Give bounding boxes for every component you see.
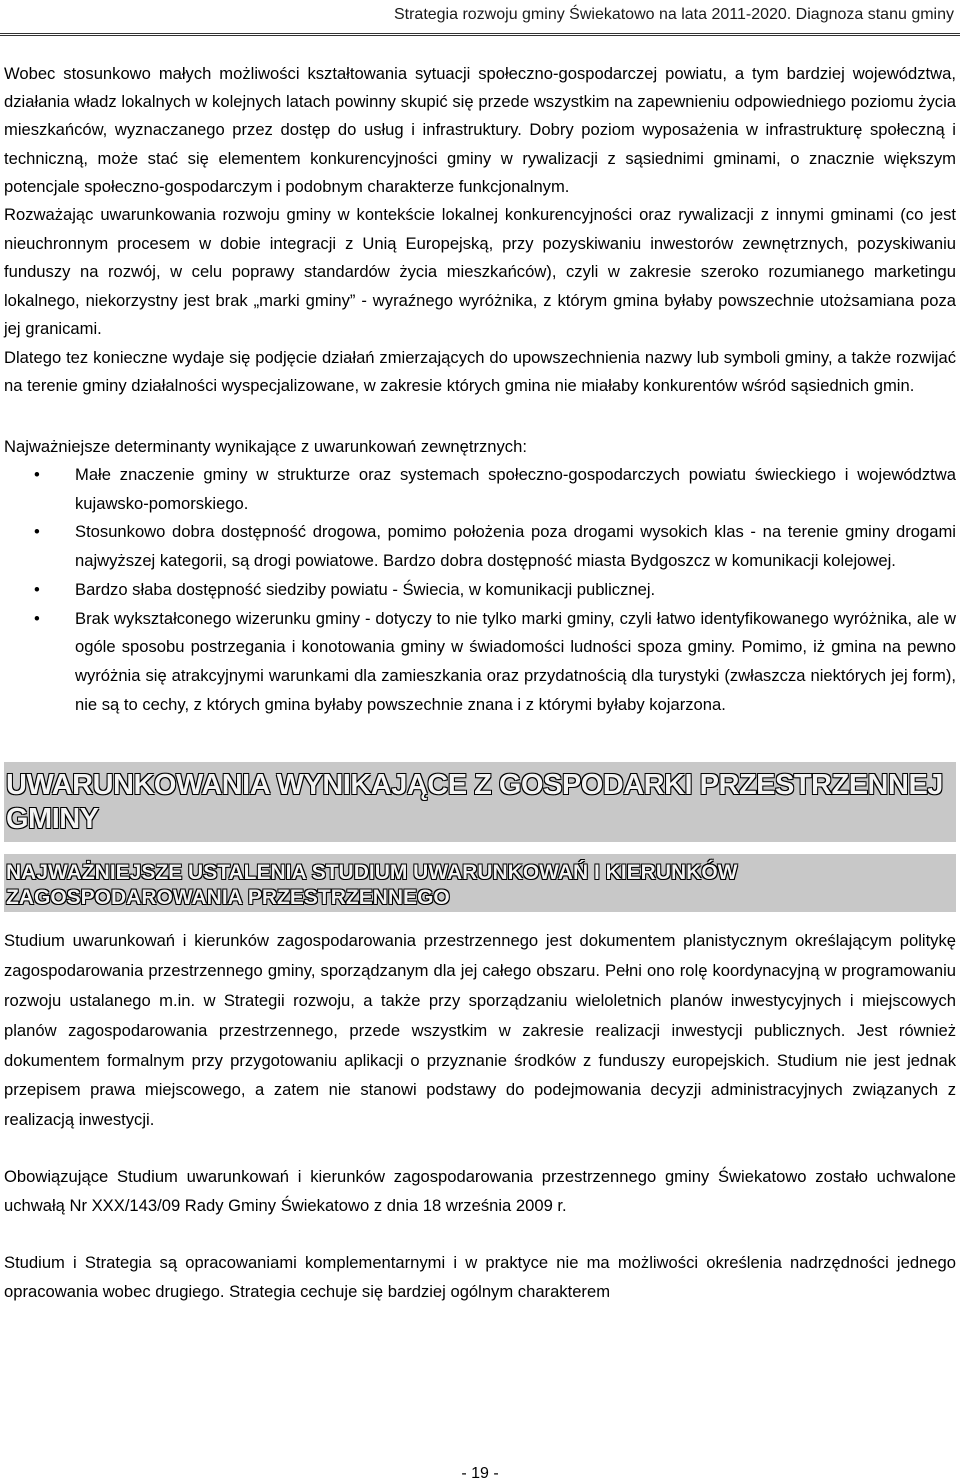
page-content xyxy=(4,60,956,1307)
list-item xyxy=(4,518,956,575)
bullet-icon: • xyxy=(34,608,40,628)
list-item-text: Brak wykształconego wizerunku gminy - dotyczy to nie tylko marki gminy, czyli łatwo identyfikowanego wyróżnika, ale w ogóle sposobu postrzegania i konotowania gminy w świadomości ludności spoza gminy. Pomimo, iż gmina na pewno wyróżnia się atrakcyjnymi warunkami dla zamieszkania oraz przydatnością dla turystyki (zwłaszcza niektórych jej form), nie są to cechy, z których gmina byłaby powszechnie znana i z którymi byłaby kojarzona. xyxy=(75,608,956,714)
bullet-icon: • xyxy=(34,465,40,485)
paragraph-studium-strategy: Studium i Strategia są opracowaniami komplementarnymi i w praktyce nie ma możliwości określenia nadrzędności jednego opracowania wobec drugiego. Strategia cechuje się bardziej ogólnym charakterem xyxy=(4,1252,956,1302)
subsection-heading: NAJWAŻNIEJSZE USTALENIA STUDIUM UWARUNKOWAŃ I KIERUNKÓW ZAGOSPODAROWANIA PRZESTRZENNEGO xyxy=(4,854,956,912)
list-item xyxy=(4,461,956,518)
paragraph-1: Wobec stosunkowo małych możliwości kształtowania sytuacji społeczno-gospodarczej powiatu, a tym bardziej województwa, działania władz lokalnych w kolejnych latach powinny skupić się przede wszystkim na zapewnieniu odpowiedniego poziomu życia mieszkańców, wyznaczanego przez dostęp do usług i infrastruktury. Dobry poziom wyposażenia w infrastrukturę społeczną i techniczną, może stać się elementem konkurencyjności gminy w rywalizacji z sąsiednimi gminami, o znacznie większym potencjale społeczno-gospodarczym i podobnym charakterze funkcjonalnym. xyxy=(4,64,956,196)
header-rule xyxy=(0,33,960,36)
paragraph-studium-resolution: Obowiązujące Studium uwarunkowań i kierunków zagospodarowania przestrzennego gminy Świekatowo zostało uchwalone uchwałą Nr XXX/143/09 Rady Gminy Świekatowo z dnia 18 września 2009 r. xyxy=(4,1166,956,1216)
determinants-list xyxy=(4,461,956,719)
bullet-icon: • xyxy=(34,579,40,599)
paragraph-2: Rozważając uwarunkowania rozwoju gminy w kontekście lokalnej konkurencyjności oraz rywalizacji z innymi gminami (co jest nieuchronnym procesem w dobie integracji z Unią Europejską, przy pozyskiwaniu inwestorów zewnętrznych, pozyskiwaniu funduszy na rozwój, w celu poprawy standardów życia mieszkańców), czyli w zakresie szeroko rozumianego marketingu lokalnego, niekorzystny jest brak „marki gminy” - wyraźnego wyróżnika, z którym gmina byłaby powszechnie utożsamiana poza jej granicami. xyxy=(4,205,956,339)
list-item-text: Stosunkowo dobra dostępność drogowa, pomimo położenia poza drogami wysokich klas - na terenie gminy drogami najwyższej kategorii, są drogi powiatowe. Bardzo dobra dostępność miasta Bydgoszcz w komunikacji kolejowej. xyxy=(75,522,956,571)
determinants-lead: Najważniejsze determinanty wynikające z uwarunkowań zewnętrznych: xyxy=(4,436,527,456)
running-header: Strategia rozwoju gminy Świekatowo na lata 2011-2020. Diagnoza stanu gminy xyxy=(393,6,954,23)
paragraph-3: Dlatego tez konieczne wydaje się podjęcie działań zmierzających do upowszechnienia nazwy lub symboli gminy, a także rozwijać na terenie gminy działalności wyspecjalizowane, w zakresie których gmina nie miałaby konkurentów wśród sąsiednich gmin. xyxy=(4,347,956,396)
paragraph-studium-definition: Studium uwarunkowań i kierunków zagospodarowania przestrzennego jest dokumentem planistycznym określającym politykę zagospodarowania przestrzennego gminy, sporządzanym dla jej całego obszaru. Pełni ono rolę koordynacyjną w programowaniu rozwoju ustalanego m.in. w Strategii rozwoju, a także przy sporządzaniu wieloletnich planów inwestycyjnych i miejscowych planów zagospodarowania przestrzennego, przede wszystkim w zakresie realizacji inwestycji publicznych. Jest również dokumentem formalnym przy przygotowaniu aplikacji o przyznanie środków z funduszy europejskich. Studium nie jest jednak przepisem prawa miejscowego, a zatem nie stanowi podstawy do podejmowania decyzji administracyjnych związanych z realizacją inwestycji. xyxy=(4,931,956,1130)
page-number: - 19 - xyxy=(461,1465,499,1482)
list-item-text: Małe znaczenie gminy w strukturze oraz systemach społeczno-gospodarczych powiatu świeckiego i województwa kujawsko-pomorskiego. xyxy=(75,465,956,513)
section-heading: UWARUNKOWANIA WYNIKAJĄCE Z GOSPODARKI PRZESTRZENNEJ GMINY xyxy=(4,762,956,842)
list-item xyxy=(4,605,956,720)
list-item-text: Bardzo słaba dostępność siedziby powiatu - Świecia, w komunikacji publicznej. xyxy=(75,579,656,599)
list-item xyxy=(4,576,956,605)
bullet-icon: • xyxy=(34,522,40,542)
